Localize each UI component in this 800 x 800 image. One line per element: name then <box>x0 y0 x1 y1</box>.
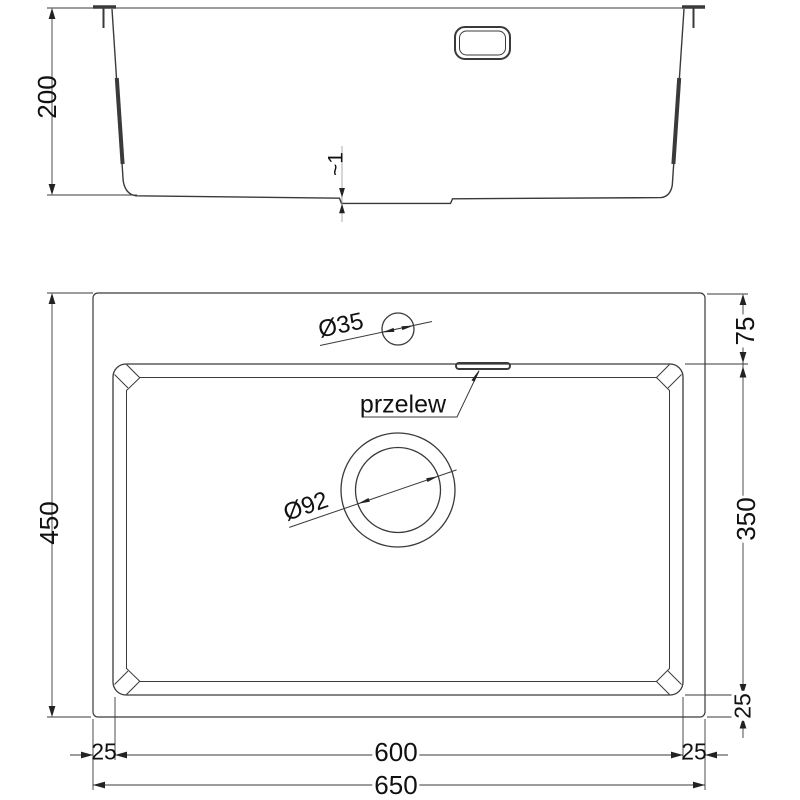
sink-outer-edge <box>93 293 705 717</box>
overflow-label: przelew <box>359 390 447 419</box>
left-wall-thick <box>117 78 123 164</box>
right-wall-thick <box>673 78 679 164</box>
left-offset-dimension-label: 25 <box>91 738 117 765</box>
overflow-opening-inner <box>460 31 506 55</box>
overall-width-dimension-label: 650 <box>374 770 418 800</box>
depth-dimension-label: 200 <box>32 75 62 119</box>
right-offset-dimension-label: 25 <box>681 738 707 765</box>
bottom-offset-dimension-label: 25 <box>729 693 756 719</box>
overflow-slot <box>456 363 510 369</box>
bowl-width-dimension-label: 600 <box>374 737 418 767</box>
bowl-height-dimension-label: 350 <box>731 497 761 541</box>
step-dimension-label: ~1 <box>324 152 348 176</box>
basin-outline <box>112 9 684 203</box>
height-dimension-label: 450 <box>34 501 64 545</box>
drain-diameter-label: Ø92 <box>279 486 332 527</box>
faucet-hole-diameter-label: Ø35 <box>315 307 366 344</box>
bowl-rim-inner <box>127 378 670 682</box>
plan-view <box>47 293 748 790</box>
side-view <box>47 7 705 222</box>
top-offset-dimension-label: 75 <box>730 316 760 346</box>
